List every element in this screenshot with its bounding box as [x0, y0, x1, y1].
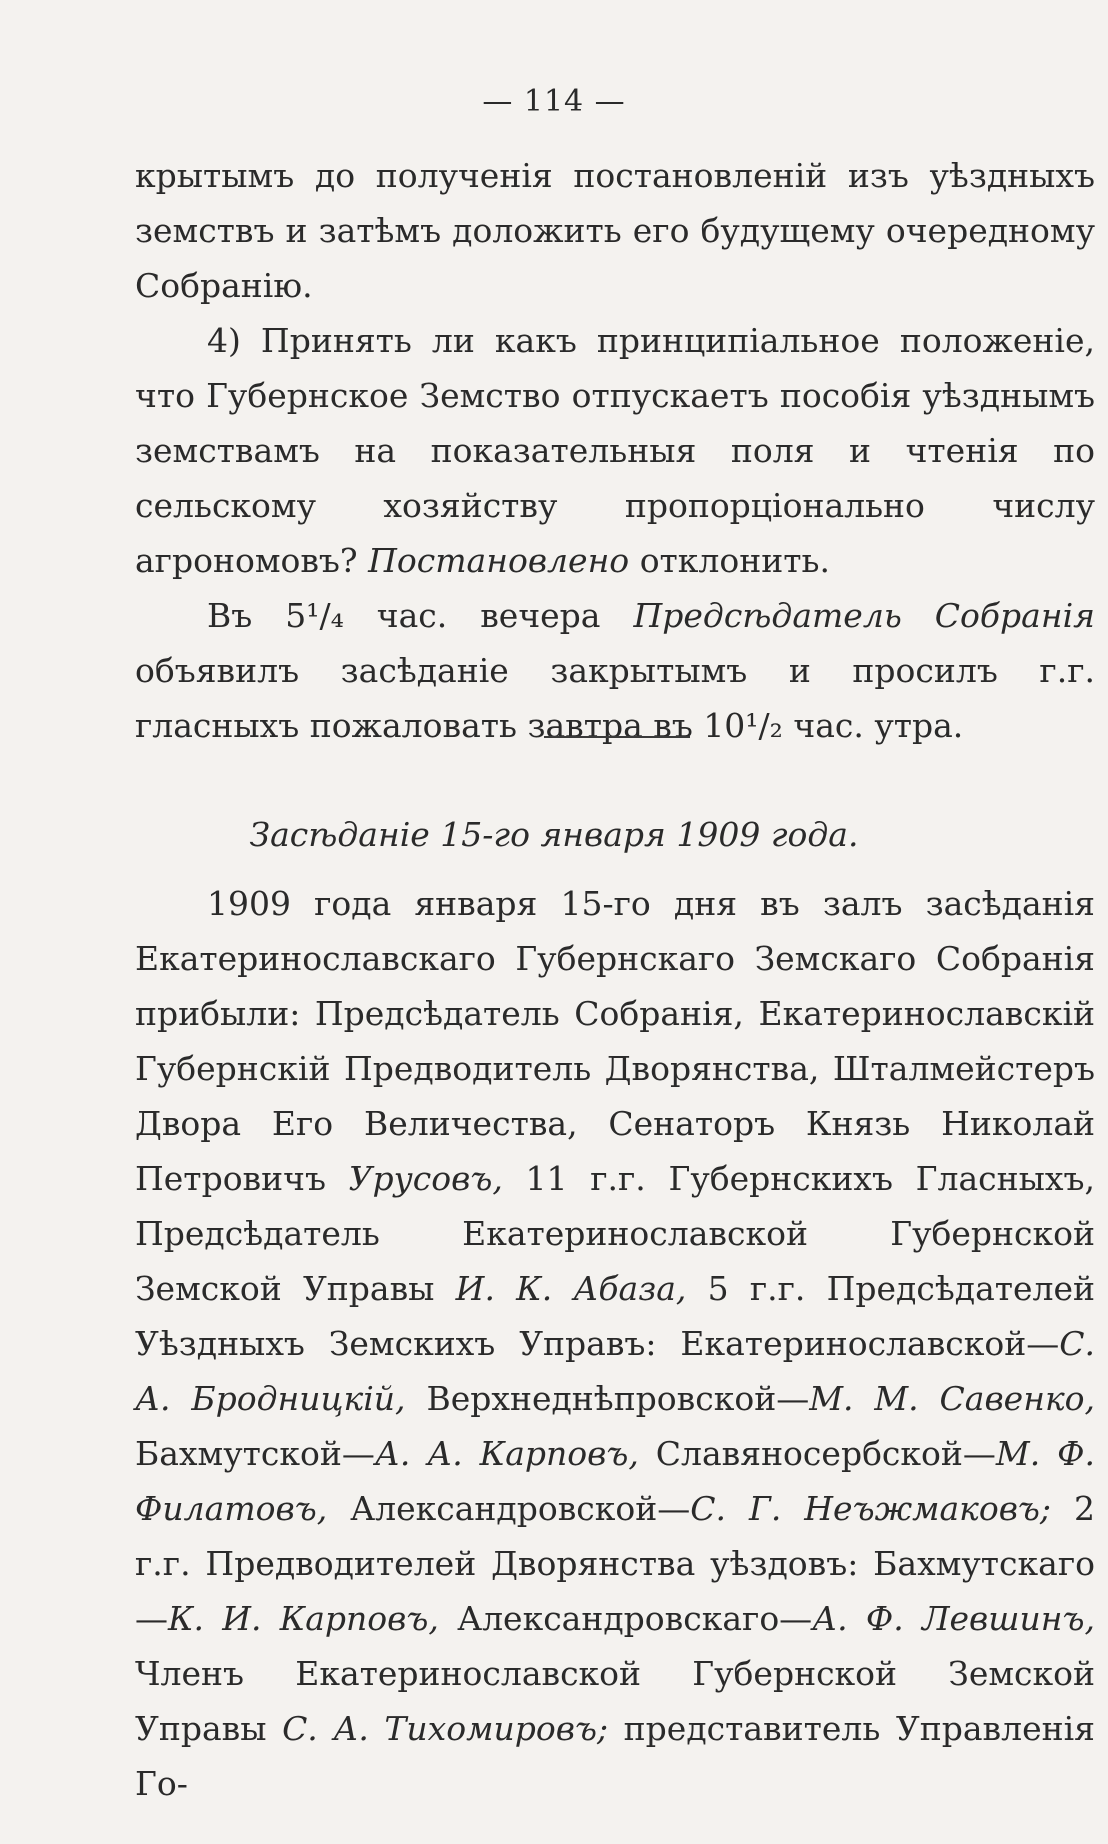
attendance-text-1: 1909 года января 15-го дня въ залъ засѣданія Екатеринославскаго Губернскаго Земскаго Собранія прибыли: Предсѣдатель Собранія, Екатеринославскій Губернскій Предводитель Дворянства, Шталмейстеръ Двора Его Величества, Сенаторъ Князь Николай Петровичъ [135, 884, 1095, 1198]
attendance-text-2: 11 г.г. Губернскихъ Гласныхъ, Предсѣдатель Екатеринославской Губернской Земской Управы [135, 1159, 1095, 1308]
attendance-text-8: 2 г.г. Предводителей Дворянства уѣздовъ: Бахмутскаго— [135, 1489, 1095, 1638]
person-name: Урусовъ, [348, 1159, 503, 1198]
paragraph-closing [135, 588, 1095, 753]
person-name: М. М. Савенко, [809, 1379, 1096, 1418]
paragraph-continuation: крытымъ до полученія постановленій изъ уѣздныхъ земствъ и затѣмъ доложить его будущему очередному Собранію. [135, 156, 1095, 305]
resolution-text: отклонить. [639, 541, 830, 580]
person-name: И. К. Абаза, [455, 1269, 687, 1308]
attendance-text-6: Славяносербской— [655, 1434, 996, 1473]
attendance-text-11: представитель Управленія Го- [135, 1709, 1095, 1803]
item-4-question: 4) Принять ли какъ принципіальное положеніе, что Губернское Земство отпускаетъ пособія уѣзднымъ земствамъ на показательныя поля и чтенія по сельскому хозяйству пропорціонально числу агрономовъ? [135, 321, 1095, 580]
attendance-text-4: Верхнеднѣпровской— [426, 1379, 810, 1418]
chairman-label: Предсѣдатель Собранія [633, 596, 1095, 635]
closing-text: объявилъ засѣданіе закрытымъ и просилъ г.г. гласныхъ пожаловать завтра въ 10¹/₂ час. утра. [135, 651, 1095, 745]
person-name: С. Г. Неъжмаковъ; [690, 1489, 1052, 1528]
attendance-text-7: Александровской— [350, 1489, 691, 1528]
attendance-paragraph [135, 876, 1095, 1811]
page-number: — 114 — [482, 84, 626, 119]
session-text-block [135, 876, 1095, 1811]
person-name: А. Ф. Левшинъ, [812, 1599, 1095, 1638]
section-divider [544, 736, 690, 738]
paragraph-item-4 [135, 313, 1095, 588]
attendance-text-10: Членъ Екатеринославской Губернской Земской Управы [135, 1654, 1095, 1748]
attendance-text-9: Александровскаго— [457, 1599, 813, 1638]
continued-text-block [135, 148, 1095, 753]
person-name: С. А. Тихомировъ; [282, 1709, 609, 1748]
attendance-text-5: Бахмутской— [135, 1434, 375, 1473]
person-name: М. Ф. Филатовъ, [135, 1434, 1095, 1528]
person-name: С. А. Бродницкій, [135, 1324, 1095, 1418]
person-name: К. И. Карповъ, [168, 1599, 439, 1638]
person-name: А. А. Карповъ, [374, 1434, 639, 1473]
attendance-text-3: 5 г.г. Предсѣдателей Уѣздныхъ Земскихъ Управъ: Екатеринославской— [135, 1269, 1096, 1363]
closing-time: Въ 5¹/₄ час. вечера [207, 596, 601, 635]
resolution-label: Постановлено [368, 541, 630, 580]
session-heading: Засѣданіе 15-го января 1909 года. [249, 815, 859, 854]
